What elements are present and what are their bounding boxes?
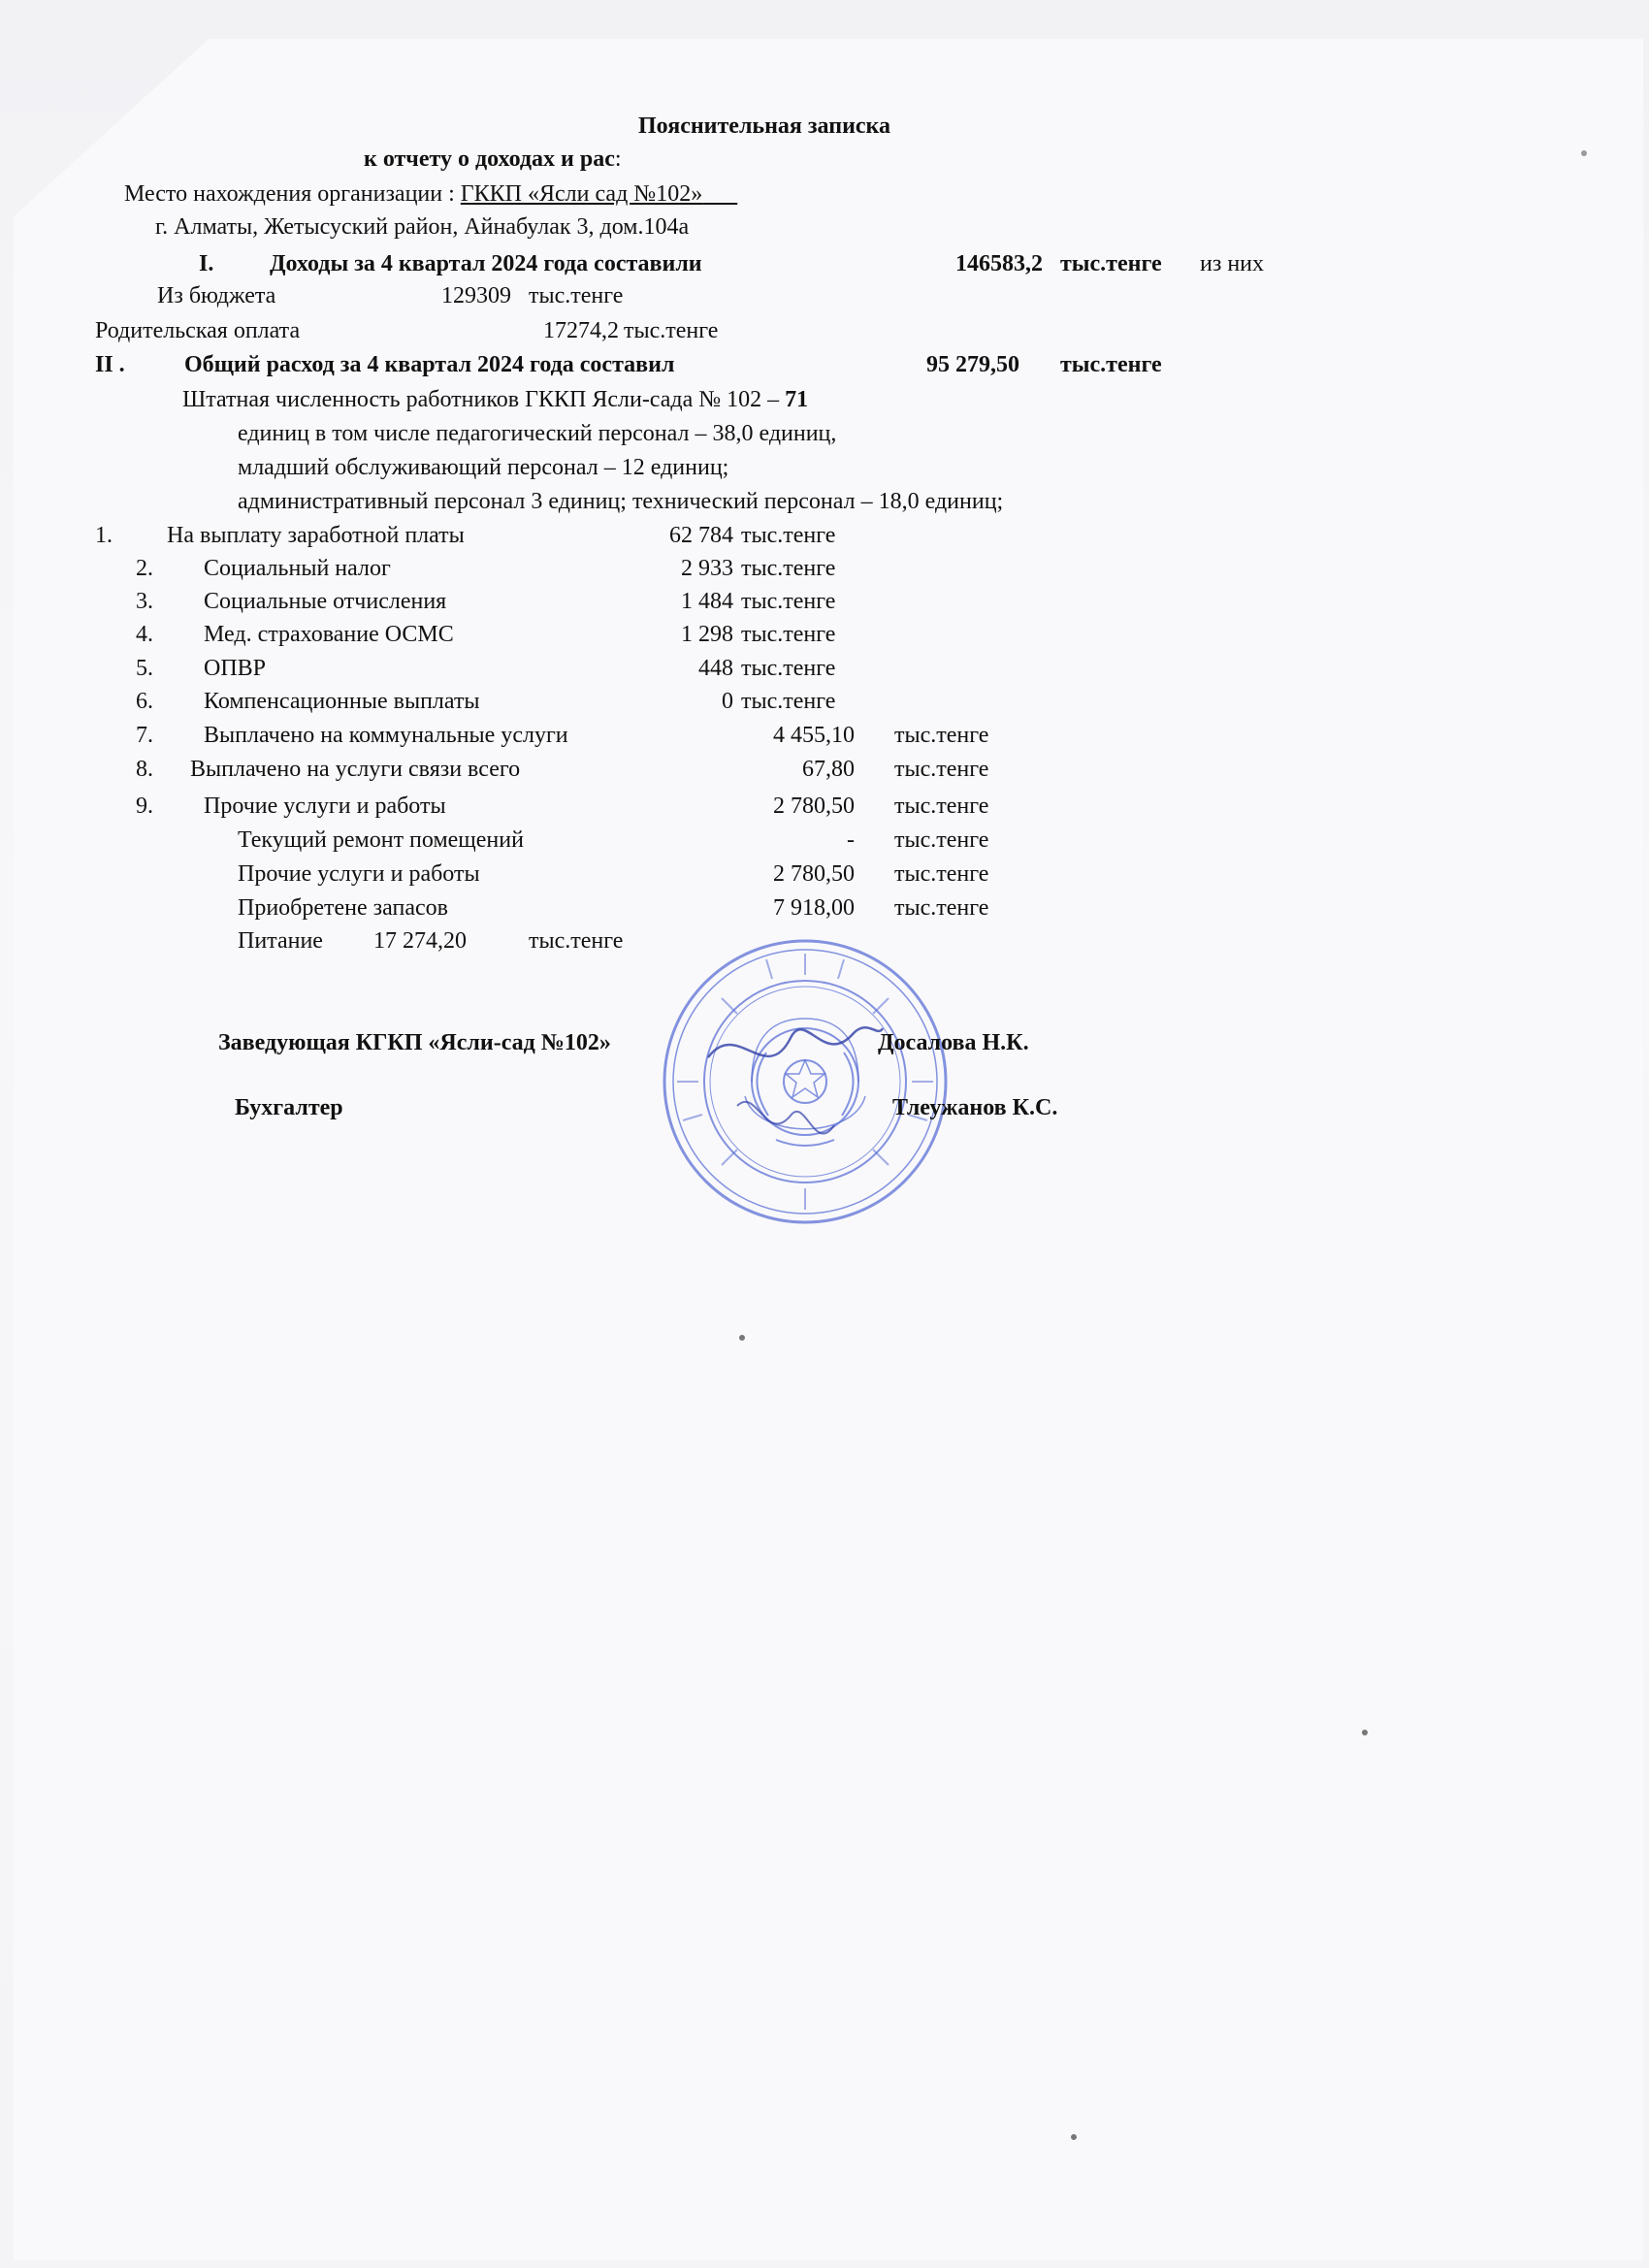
item-unit: тыс.тенге: [741, 556, 836, 581]
item-label: Выплачено на коммунальные услуги: [204, 723, 568, 748]
scan-speck: [1362, 1730, 1368, 1735]
staff-line-4: административный персонал 3 единиц; технический персонал – 18,0 единиц;: [238, 489, 1004, 514]
item-amount: 2 933: [681, 556, 733, 581]
organization-name: ГККП «Ясли сад №102»: [460, 181, 703, 207]
scan-speck: [739, 1335, 745, 1341]
budget-label: Из бюджета: [157, 283, 276, 308]
item-number: 3.: [136, 589, 153, 614]
item-amount: 67,80: [802, 757, 855, 782]
expense-number: II .: [95, 352, 125, 377]
head-name: Досалова Н.К.: [878, 1030, 1029, 1055]
subitem-amount: -: [847, 827, 855, 853]
subitem-unit: тыс.тенге: [894, 895, 989, 921]
subitem-label: Прочие услуги и работы: [238, 861, 480, 887]
signature-scribble: [698, 999, 892, 1164]
document-title: Пояснительная записка: [638, 113, 891, 139]
item-label: Социальные отчисления: [204, 589, 447, 614]
item-amount: 2 780,50: [773, 794, 855, 819]
item-amount: 0: [722, 689, 733, 714]
budget-unit: тыс.тенге: [529, 283, 624, 308]
item-label: На выплату заработной платы: [167, 523, 465, 548]
item-amount: 62 784: [669, 523, 733, 548]
item-label: Выплачено на услуги связи всего: [190, 757, 521, 782]
item-unit: тыс.тенге: [741, 589, 836, 614]
item-label: ОПВР: [204, 656, 267, 681]
item-amount: 1 298: [681, 622, 733, 647]
budget-amount: 129309: [441, 283, 511, 308]
item-number: 8.: [136, 757, 153, 782]
scan-speck: [1071, 2134, 1077, 2140]
document-subtitle: к отчету о доходах и рас:: [364, 146, 622, 172]
staff-line-3: младший обслуживающий персонал – 12 единиц;: [238, 455, 729, 480]
subitem-label: Приобретене запасов: [238, 895, 448, 921]
subitem-unit: тыс.тенге: [894, 861, 989, 887]
parent-payment-unit: тыс.тенге: [624, 318, 719, 343]
staff-line-1: Штатная численность работников ГККП Ясли-сада № 102 – 71: [182, 387, 809, 412]
subitem-label: Текущий ремонт помещений: [238, 827, 524, 853]
item-number: 5.: [136, 656, 153, 681]
item-number: 9.: [136, 794, 153, 819]
head-title: Заведующая КГКП «Ясли-сад №102»: [218, 1030, 611, 1055]
item-amount: 1 484: [681, 589, 733, 614]
scan-speck: [1581, 150, 1587, 156]
item-unit: тыс.тенге: [741, 689, 836, 714]
item-number: 6.: [136, 689, 153, 714]
item-unit: тыс.тенге: [894, 757, 989, 782]
address-line: г. Алматы, Жетысуский район, Айнабулак 3, дом.104а: [155, 214, 690, 240]
item-number: 1.: [95, 523, 113, 548]
item-unit: тыс.тенге: [741, 523, 836, 548]
income-unit: тыс.тенге: [1060, 251, 1162, 276]
food-amount: 17 274,20: [373, 928, 467, 954]
accountant-title: Бухгалтер: [235, 1095, 343, 1120]
income-number: I.: [199, 251, 214, 276]
expense-label: Общий расход за 4 квартал 2024 года составил: [184, 352, 675, 377]
item-unit: тыс.тенге: [894, 794, 989, 819]
subitem-amount: 2 780,50: [773, 861, 855, 887]
location-line: Место нахождения организации : ГККП «Ясли сад №102»: [124, 181, 703, 207]
income-suffix: из них: [1200, 251, 1265, 276]
food-label: Питание: [238, 928, 323, 954]
item-label: Социальный налог: [204, 556, 391, 581]
item-unit: тыс.тенге: [741, 622, 836, 647]
item-unit: тыс.тенге: [894, 723, 989, 748]
item-unit: тыс.тенге: [741, 656, 836, 681]
item-number: 7.: [136, 723, 153, 748]
item-label: Компенсационные выплаты: [204, 689, 480, 714]
expense-unit: тыс.тенге: [1060, 352, 1162, 377]
expense-amount: 95 279,50: [926, 352, 1019, 377]
subitem-unit: тыс.тенге: [894, 827, 989, 853]
accountant-name: Тлеужанов К.С.: [892, 1095, 1058, 1120]
income-amount: 146583,2: [955, 251, 1043, 276]
item-label: Мед. страхование ОСМС: [204, 622, 454, 647]
staff-line-2: единиц в том числе педагогический персонал – 38,0 единиц,: [238, 421, 837, 446]
parent-payment-amount: 17274,2: [543, 318, 619, 343]
income-label: Доходы за 4 квартал 2024 года составили: [270, 251, 702, 276]
parent-payment-label: Родительская оплата: [95, 318, 301, 343]
item-number: 2.: [136, 556, 153, 581]
subitem-amount: 7 918,00: [773, 895, 855, 921]
food-unit: тыс.тенге: [529, 928, 624, 954]
item-amount: 4 455,10: [773, 723, 855, 748]
item-amount: 448: [698, 656, 733, 681]
item-number: 4.: [136, 622, 153, 647]
item-label: Прочие услуги и работы: [204, 794, 446, 819]
